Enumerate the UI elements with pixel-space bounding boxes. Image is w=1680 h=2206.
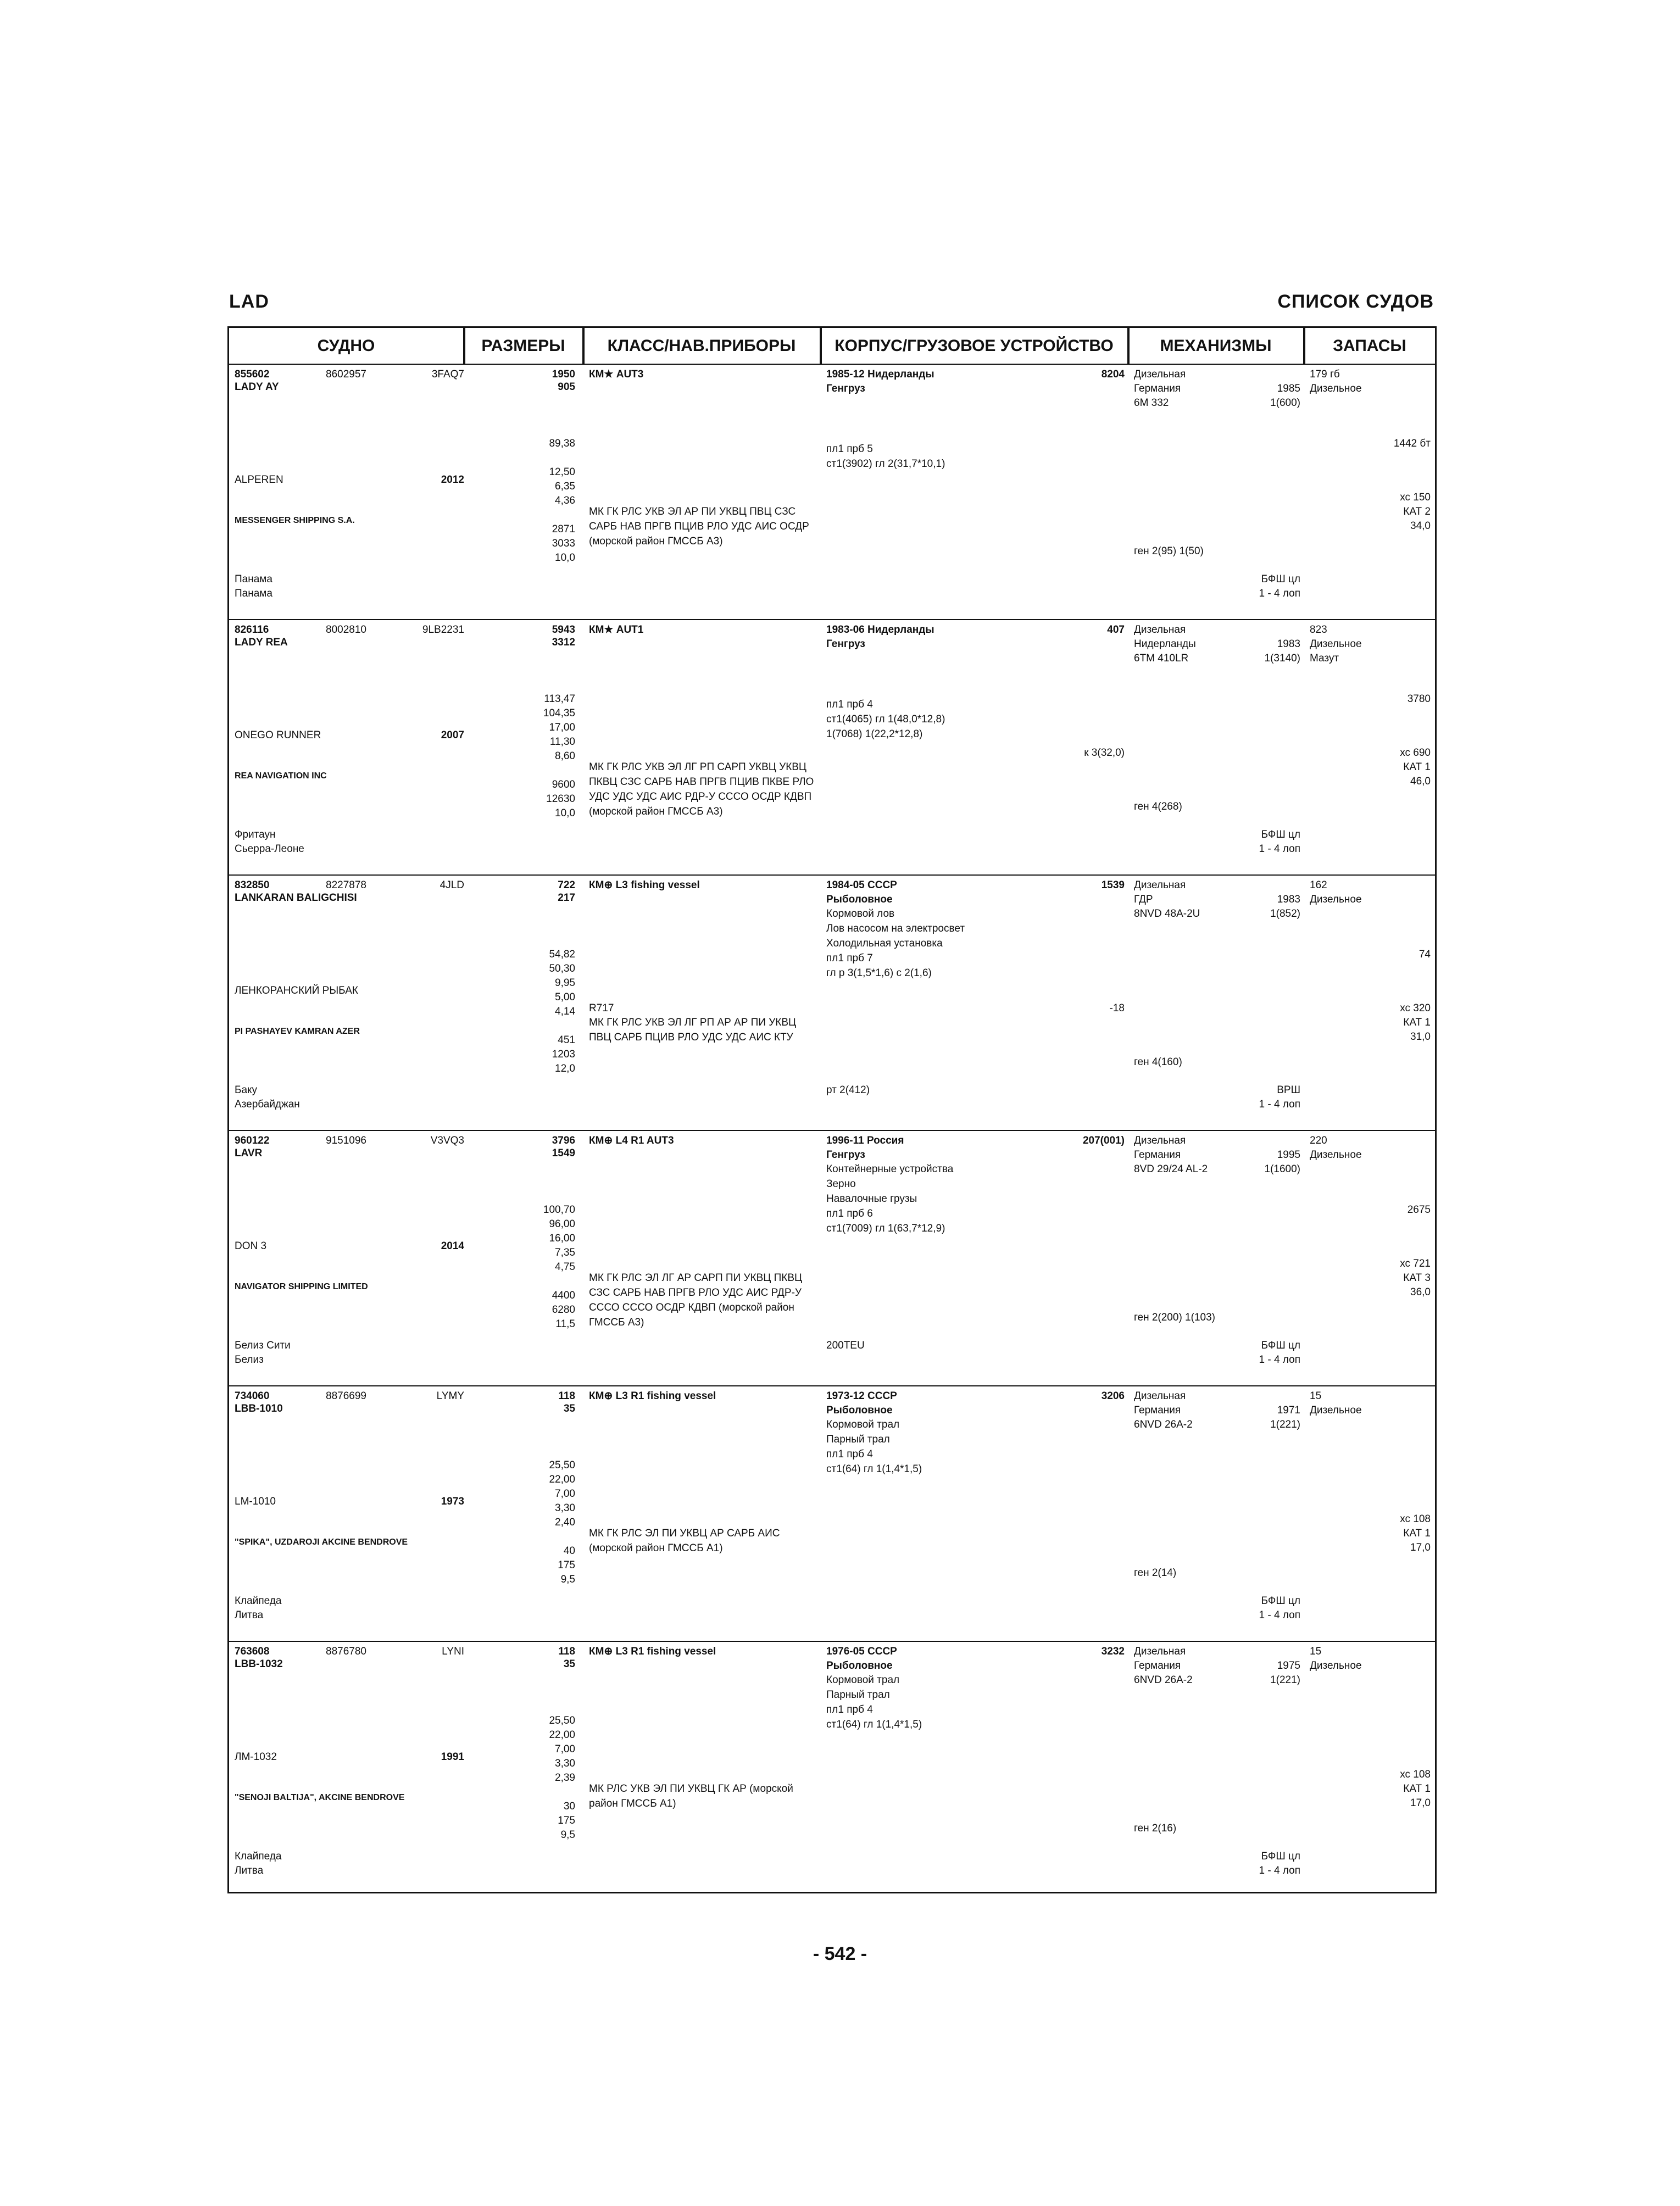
hull-feature: Кормовой трал: [826, 1419, 900, 1430]
deck-hold-info: ст1(3902) гл 2(31,7*10,1): [826, 458, 945, 470]
dimension-value: 96,00: [549, 1218, 575, 1230]
net-tonnage: 35: [563, 1658, 575, 1670]
deck-hold-info: пл1 прб 4: [826, 1449, 873, 1460]
hull-feature: Кормовой лов: [826, 908, 895, 920]
engine-model: 6М 332: [1134, 397, 1169, 409]
deck-hold-info: гл р 3(1,5*1,6) с 2(1,6): [826, 967, 932, 979]
dimension-value: 11,30: [549, 736, 575, 748]
former-name-year: 2007: [441, 729, 464, 741]
yard-number: 8204: [1101, 369, 1125, 380]
deck-hold-info: пл1 прб 5: [826, 443, 873, 455]
dimension-value: 12630: [546, 793, 575, 805]
column-divider: [583, 328, 585, 364]
fuel-kind: Дизельное: [1310, 1405, 1362, 1416]
engine-country: Германия: [1134, 1405, 1181, 1416]
fuel-capacity: 15: [1310, 1390, 1322, 1402]
hull-feature: Холодильная установка: [826, 938, 943, 949]
navigation-equipment: МК ГК РЛС УКВ ЭЛ ЛГ РП АР АР ПИ УКВЦ ПВЦ САРБ ПЦИВ РЛО УДС УДС АИС КТУ: [589, 1017, 797, 1043]
fuel-capacity: 162: [1310, 879, 1327, 891]
fuel-kind: Дизельное: [1310, 894, 1362, 905]
fuel-kind-secondary: Мазут: [1310, 653, 1339, 664]
home-port: Фритаун: [235, 829, 276, 840]
navigation-equipment: МК ГК РЛС ЭЛ ЛГ АР САРП ПИ УКВЦ ПКВЦ СЗС САРБ НАВ ПРГВ РЛО УДС АИС РДР-У СССО СССО ОСДР КДВП (морской район ГМССБ А3): [589, 1272, 803, 1328]
column-header-machinery: МЕХАНИЗМЫ: [1128, 328, 1304, 364]
former-name: DON 3: [235, 1240, 267, 1252]
navigation-equipment: МК ГК РЛС ЭЛ ПИ УКВЦ АР САРБ АИС (морской район ГМССБ А1): [589, 1528, 780, 1554]
build-year-country: 1984-05 СССР: [826, 879, 897, 891]
propeller: БФШ цл: [1261, 1340, 1300, 1351]
class-extra: R717: [589, 1002, 614, 1014]
yard-number: 1539: [1101, 879, 1125, 891]
fuel-kind: Дизельное: [1310, 1149, 1362, 1161]
column-divider: [1304, 328, 1305, 364]
supply-value: 17,0: [1410, 1797, 1431, 1809]
column-header-class: КЛАСС/НАВ.ПРИБОРЫ: [583, 328, 821, 364]
dimension-value: 12,0: [555, 1063, 575, 1074]
net-tonnage: 3312: [552, 637, 575, 648]
gross-tonnage: 118: [558, 1390, 575, 1402]
call-sign: V3VQ3: [430, 1135, 464, 1146]
column-header-supplies: ЗАПАСЫ: [1333, 336, 1406, 355]
engine-type: Дизельная: [1134, 1135, 1186, 1146]
dimension-value: 3,30: [555, 1758, 575, 1769]
class-notation: КМ⊕ L3 R1 fishing vessel: [589, 1390, 716, 1402]
hull-feature: Парный трал: [826, 1434, 890, 1445]
engine-type: Дизельная: [1134, 369, 1186, 380]
owner-name: PI PASHAYEV KAMRAN AZER: [235, 1027, 360, 1036]
dimension-value: 175: [558, 1815, 575, 1826]
engine-model: 8VD 29/24 AL-2: [1134, 1163, 1208, 1175]
engine-model: 6ТМ 410LR: [1134, 653, 1189, 664]
supply-value: 17,0: [1410, 1542, 1431, 1553]
generators: ген 4(268): [1134, 801, 1182, 812]
column-header-vessel: СУДНО: [229, 328, 464, 364]
class-notation: КМ★ AUT3: [589, 369, 644, 380]
running-header-left: LAD: [229, 291, 269, 312]
build-year-country: 1973-12 СССР: [826, 1390, 897, 1402]
vessel-type: Рыболовное: [826, 1405, 893, 1416]
hull-extra: -18: [1109, 1002, 1125, 1014]
engine-year: 1975: [1277, 1660, 1300, 1672]
engine-year: 1995: [1277, 1149, 1300, 1161]
propeller: ВРШ: [1277, 1084, 1300, 1096]
column-divider: [1128, 328, 1130, 364]
dimension-value: 89,38: [549, 438, 575, 449]
dimension-value: 22,00: [549, 1474, 575, 1485]
flag-country: Сьерра-Леоне: [235, 843, 304, 855]
dimension-value: 1203: [552, 1049, 575, 1060]
net-tonnage: 35: [563, 1403, 575, 1414]
engine-power: 1(852): [1270, 908, 1300, 920]
yard-number: 407: [1107, 624, 1125, 636]
vessel-name: LADY AY: [235, 381, 279, 393]
gross-tonnage: 5943: [552, 624, 575, 636]
call-sign: 9LB2231: [422, 624, 464, 636]
hull-bottom-note: рт 2(412): [826, 1084, 870, 1096]
register-number: 763608: [235, 1646, 270, 1657]
imo-number: 8227878: [326, 879, 366, 891]
imo-number: 9151096: [326, 1135, 366, 1146]
supply-value: 34,0: [1410, 520, 1431, 532]
vessel-name: LBB-1010: [235, 1403, 283, 1414]
dimension-value: 2,39: [555, 1772, 575, 1784]
propeller: БФШ цл: [1261, 573, 1300, 585]
build-year-country: 1996-11 Россия: [826, 1135, 904, 1146]
deck-hold-info: пл1 прб 7: [826, 952, 873, 964]
former-name: ЛМ-1032: [235, 1751, 277, 1763]
propeller-blades: 1 - 4 лоп: [1259, 1865, 1300, 1876]
engine-model: 6NVD 26A-2: [1134, 1419, 1193, 1430]
dimension-value: 3033: [552, 538, 575, 549]
engine-type: Дизельная: [1134, 624, 1186, 636]
owner-name: REA NAVIGATION INC: [235, 771, 327, 781]
category: КАТ 1: [1403, 1017, 1431, 1028]
gross-tonnage: 722: [558, 879, 575, 891]
flag-country: Белиз: [235, 1354, 264, 1366]
home-port: Белиз Сити: [235, 1340, 291, 1351]
vessel-name: LANKARAN BALIGCHISI: [235, 892, 357, 904]
dimension-value: 7,00: [555, 1743, 575, 1755]
water-capacity: 1442 бт: [1393, 438, 1431, 449]
engine-type: Дизельная: [1134, 879, 1186, 891]
deck-hold-info: ст1(64) гл 1(1,4*1,5): [826, 1719, 922, 1730]
propeller-blades: 1 - 4 лоп: [1259, 1609, 1300, 1621]
engine-power: 1(3140): [1264, 653, 1300, 664]
former-name-year: 1973: [441, 1496, 464, 1507]
deck-hold-info: 1(7068) 1(22,2*12,8): [826, 728, 923, 740]
dimension-value: 4,36: [555, 495, 575, 506]
deck-hold-info: ст1(64) гл 1(1,4*1,5): [826, 1463, 922, 1475]
engine-type: Дизельная: [1134, 1646, 1186, 1657]
deck-hold-info: пл1 прб 4: [826, 699, 873, 710]
dimension-value: 113,47: [544, 693, 575, 705]
gross-tonnage: 3796: [552, 1135, 575, 1146]
water-capacity: 74: [1418, 949, 1431, 960]
dimension-value: 100,70: [543, 1204, 575, 1216]
propeller-blades: 1 - 4 лоп: [1259, 1099, 1300, 1110]
supply-value: 46,0: [1410, 776, 1431, 787]
owner-name: MESSENGER SHIPPING S.A.: [235, 516, 355, 525]
engine-model: 8NVD 48A-2U: [1134, 908, 1200, 920]
generators: ген 2(95) 1(50): [1134, 545, 1204, 557]
deck-hold-info: пл1 прб 4: [826, 1704, 873, 1715]
call-sign: 4JLD: [440, 879, 464, 891]
owner-name: "SPIKA", UZDAROJI AKCINE BENDROVE: [235, 1537, 408, 1547]
dimension-value: 9,5: [560, 1829, 575, 1841]
former-name: ALPEREN: [235, 474, 283, 486]
dimension-value: 4,14: [555, 1006, 575, 1017]
hull-feature: Навалочные грузы: [826, 1193, 917, 1205]
class-notation: КМ⊕ L3 R1 fishing vessel: [589, 1646, 716, 1657]
generators: ген 2(14): [1134, 1567, 1177, 1579]
vessel-record: [229, 1386, 1435, 1642]
vessel-name: LAVR: [235, 1147, 263, 1159]
dimension-value: 10,0: [555, 552, 575, 564]
cold-store: хс 690: [1400, 747, 1431, 759]
engine-country: Нидерланды: [1134, 638, 1196, 650]
net-tonnage: 217: [558, 892, 575, 904]
imo-number: 8602957: [326, 369, 366, 380]
owner-name: NAVIGATOR SHIPPING LIMITED: [235, 1282, 368, 1291]
home-port: Клайпеда: [235, 1595, 282, 1607]
engine-country: Германия: [1134, 1149, 1181, 1161]
engine-model: 6NVD 26A-2: [1134, 1674, 1193, 1686]
engine-year: 1971: [1277, 1405, 1300, 1416]
class-notation: КМ⊕ L4 R1 AUT3: [589, 1135, 674, 1146]
column-divider: [464, 328, 465, 364]
fuel-capacity: 823: [1310, 624, 1327, 636]
dimension-value: 4400: [552, 1290, 575, 1301]
dimension-value: 10,0: [555, 807, 575, 819]
dimension-value: 9,5: [560, 1574, 575, 1585]
dimension-value: 4,75: [555, 1261, 575, 1273]
net-tonnage: 1549: [552, 1147, 575, 1159]
vessel-type: Генгруз: [826, 1149, 865, 1161]
home-port: Баку: [235, 1084, 258, 1096]
generators: ген 2(200) 1(103): [1134, 1312, 1215, 1323]
navigation-equipment: МК ГК РЛС УКВ ЭЛ ЛГ РП САРП УКВЦ УКВЦ ПКВЦ СЗС САРБ НАВ ПРГВ ПЦИВ ПКВЕ РЛО УДС УДС УДС АИС РДР-У СССО ОСДР КДВП (морской район ГМССБ А3): [589, 761, 814, 817]
dimension-value: 54,82: [549, 949, 575, 960]
imo-number: 8876699: [326, 1390, 366, 1402]
dimension-value: 30: [563, 1801, 575, 1812]
propeller-blades: 1 - 4 лоп: [1259, 588, 1300, 599]
engine-year: 1983: [1277, 894, 1300, 905]
fuel-kind: Дизельное: [1310, 1660, 1362, 1672]
home-port: Панама: [235, 573, 272, 585]
dimension-value: 40: [563, 1545, 575, 1557]
engine-power: 1(221): [1270, 1674, 1300, 1686]
vessel-type: Рыболовное: [826, 894, 893, 905]
dimension-value: 12,50: [549, 466, 575, 478]
gross-tonnage: 118: [558, 1646, 575, 1657]
fuel-capacity: 179 гб: [1310, 369, 1340, 380]
hull-feature: Зерно: [826, 1178, 856, 1190]
vessel-name: LBB-1032: [235, 1658, 283, 1670]
engine-year: 1985: [1277, 383, 1300, 394]
cold-store: хс 320: [1400, 1002, 1431, 1014]
deck-hold-info: ст1(7009) гл 1(63,7*12,9): [826, 1223, 945, 1234]
supply-value: 36,0: [1410, 1286, 1431, 1298]
cold-store: хс 150: [1400, 492, 1431, 503]
dimension-value: 175: [558, 1559, 575, 1571]
supply-value: 31,0: [1410, 1031, 1431, 1043]
engine-country: Германия: [1134, 383, 1181, 394]
propeller: БФШ цл: [1261, 1595, 1300, 1607]
flag-country: Панама: [235, 588, 272, 599]
vessel-type: Рыболовное: [826, 1660, 893, 1672]
fuel-capacity: 15: [1310, 1646, 1322, 1657]
dimension-value: 104,35: [543, 708, 575, 719]
class-notation: КМ★ AUT1: [589, 624, 644, 636]
call-sign: LYNI: [442, 1646, 464, 1657]
hull-feature: Контейнерные устройства: [826, 1163, 954, 1175]
gross-tonnage: 1950: [552, 369, 575, 380]
vessel-type: Генгруз: [826, 638, 865, 650]
propeller-blades: 1 - 4 лоп: [1259, 843, 1300, 855]
dimension-value: 7,35: [555, 1247, 575, 1258]
former-name: ЛЕНКОРАНСКИЙ РЫБАК: [235, 985, 358, 996]
vessel-record: [229, 1131, 1435, 1386]
dimension-value: 5,00: [555, 991, 575, 1003]
column-header-dimensions: РАЗМЕРЫ: [464, 328, 583, 364]
category: КАТ 1: [1403, 761, 1431, 773]
register-number: 832850: [235, 879, 270, 891]
dimension-value: 2,40: [555, 1517, 575, 1528]
cold-store: хс 108: [1400, 1769, 1431, 1780]
build-year-country: 1983-06 Нидерланды: [826, 624, 934, 636]
column-divider: [821, 328, 822, 364]
fuel-kind: Дизельное: [1310, 638, 1362, 650]
yard-number: 3232: [1101, 1646, 1125, 1657]
former-name-year: 2014: [441, 1240, 464, 1252]
register-number: 734060: [235, 1390, 270, 1402]
running-header-right: СПИСОК СУДОВ: [1277, 291, 1434, 312]
propeller-blades: 1 - 4 лоп: [1259, 1354, 1300, 1366]
page-number: - 542 -: [813, 1943, 867, 1964]
deck-hold-info: пл1 прб 6: [826, 1208, 873, 1219]
engine-power: 1(221): [1270, 1419, 1300, 1430]
dimension-value: 6280: [552, 1304, 575, 1316]
propeller: БФШ цл: [1261, 829, 1300, 840]
yard-number: 207(001): [1082, 1135, 1125, 1146]
flag-country: Литва: [235, 1609, 264, 1621]
ship-register-table: [227, 326, 1437, 1893]
dimension-value: 451: [558, 1034, 575, 1046]
dimension-value: 11,5: [555, 1318, 575, 1330]
dimension-value: 7,00: [555, 1488, 575, 1500]
generators: ген 2(16): [1134, 1823, 1177, 1834]
net-tonnage: 905: [558, 381, 575, 393]
engine-type: Дизельная: [1134, 1390, 1186, 1402]
hull-feature: Парный трал: [826, 1689, 890, 1701]
propeller: БФШ цл: [1261, 1851, 1300, 1862]
flag-country: Азербайджан: [235, 1099, 300, 1110]
category: КАТ 3: [1403, 1272, 1431, 1284]
dimension-value: 25,50: [549, 1715, 575, 1726]
category: КАТ 2: [1403, 506, 1431, 517]
fuel-kind: Дизельное: [1310, 383, 1362, 394]
vessel-record: [229, 620, 1435, 876]
water-capacity: 2675: [1407, 1204, 1431, 1216]
former-name-year: 2012: [441, 474, 464, 486]
dimension-value: 3,30: [555, 1502, 575, 1514]
dimension-value: 22,00: [549, 1729, 575, 1741]
imo-number: 8876780: [326, 1646, 366, 1657]
engine-country: ГДР: [1134, 894, 1153, 905]
former-name: LM-1010: [235, 1496, 276, 1507]
yard-number: 3206: [1101, 1390, 1125, 1402]
cold-store: хс 108: [1400, 1513, 1431, 1525]
vessel-record: [229, 1642, 1435, 1897]
dimension-value: 9600: [552, 779, 575, 790]
build-year-country: 1985-12 Нидерланды: [826, 369, 934, 380]
flag-country: Литва: [235, 1865, 264, 1876]
call-sign: LYMY: [436, 1390, 464, 1402]
class-notation: КМ⊕ L3 fishing vessel: [589, 879, 700, 891]
dimension-value: 25,50: [549, 1459, 575, 1471]
hull-feature: Кормовой трал: [826, 1674, 900, 1686]
register-number: 855602: [235, 369, 270, 380]
register-number: 960122: [235, 1135, 270, 1146]
owner-name: "SENOJI BALTIJA", AKCINE BENDROVE: [235, 1793, 405, 1802]
build-year-country: 1976-05 СССР: [826, 1646, 897, 1657]
hull-bottom-note: 200TEU: [826, 1340, 865, 1351]
home-port: Клайпеда: [235, 1851, 282, 1862]
engine-year: 1983: [1277, 638, 1300, 650]
category: КАТ 1: [1403, 1783, 1431, 1795]
dimension-value: 17,00: [549, 722, 575, 733]
fuel-capacity: 220: [1310, 1135, 1327, 1146]
engine-power: 1(600): [1270, 397, 1300, 409]
deck-hold-info: ст1(4065) гл 1(48,0*12,8): [826, 714, 945, 725]
former-name-year: 1991: [441, 1751, 464, 1763]
vessel-record: [229, 365, 1435, 620]
navigation-equipment: МК РЛС УКВ ЭЛ ПИ УКВЦ ГК АР (морской район ГМССБ А1): [589, 1783, 793, 1809]
engine-power: 1(1600): [1264, 1163, 1300, 1175]
dimension-value: 16,00: [549, 1233, 575, 1244]
hull-extra: к 3(32,0): [1084, 747, 1125, 759]
column-header-hull: КОРПУС/ГРУЗОВОЕ УСТРОЙСТВО: [821, 328, 1128, 364]
dimension-value: 2871: [552, 523, 575, 535]
vessel-name: LADY REA: [235, 637, 288, 648]
former-name: ONEGO RUNNER: [235, 729, 321, 741]
navigation-equipment: МК ГК РЛС УКВ ЭЛ АР ПИ УКВЦ ПВЦ СЗС САРБ НАВ ПРГВ ПЦИВ РЛО УДС АИС ОСДР (морской район ГМССБ А3): [589, 506, 809, 547]
dimension-value: 8,60: [555, 750, 575, 762]
category: КАТ 1: [1403, 1528, 1431, 1539]
call-sign: 3FAQ7: [431, 369, 464, 380]
cold-store: хс 721: [1400, 1258, 1431, 1269]
imo-number: 8002810: [326, 624, 366, 636]
engine-country: Германия: [1134, 1660, 1181, 1672]
water-capacity: 3780: [1407, 693, 1431, 705]
dimension-value: 9,95: [555, 977, 575, 989]
dimension-value: 50,30: [549, 963, 575, 974]
vessel-type: Генгруз: [826, 383, 865, 394]
hull-feature: Лов насосом на электросвет: [826, 923, 965, 934]
generators: ген 4(160): [1134, 1056, 1182, 1068]
dimension-value: 6,35: [555, 481, 575, 492]
register-number: 826116: [235, 624, 269, 636]
vessel-record: [229, 876, 1435, 1131]
